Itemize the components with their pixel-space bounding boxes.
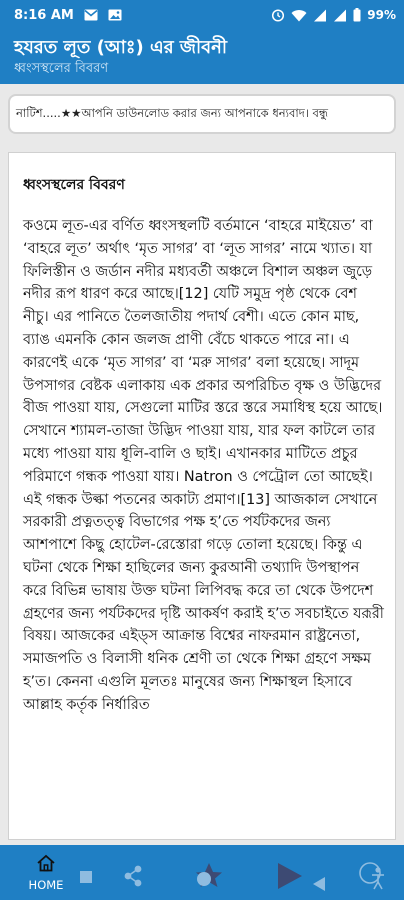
gmail-notification-icon — [84, 9, 98, 21]
photo-notification-icon — [108, 9, 122, 21]
alarm-icon — [271, 8, 285, 22]
home-circle-icon[interactable] — [197, 872, 211, 886]
status-bar — [0, 0, 404, 30]
battery-percent: 99% — [367, 8, 396, 22]
article-card[interactable] — [8, 152, 396, 840]
back-icon[interactable] — [313, 877, 325, 891]
wifi-icon — [291, 9, 307, 22]
home-label: HOME — [28, 878, 64, 892]
article-body: কওমে লূত-এর বর্ণিত ধ্বংসস্থলটি বর্তমানে ‘বাহরে মাইয়েত’ বা ‘বাহরে লূত’ অর্থাৎ ‘মৃত সাগর’ বা ‘লূত সাগর’ নামে খ্যাত। যা ফিলিস্তীন ও জর্ডান নদীর মধ্যবর্তী অঞ্চলে বিশাল অঞ্চল জুড়ে নদীর রূপ ধারণ করে আছে।[12] যেটি সমুদ্র পৃষ্ঠ থেকে বেশ নীচু। এর পানিতে তৈলজাতীয় পদার্থ বেশী। এতে কোন মাছ, ব্যাঙ এমনকি কোন জলজ প্রাণী বেঁচে থাকতে পারে না। এ কারণেই একে ‘মৃত সাগর’ বা ‘মরু সাগর’ বলা হয়েছে। সাদূম উপসাগর বেষ্টক এলাকায় এক প্রকার অপরিচিত বৃক্ষ ও উদ্ভিদের বীজ পাওয়া যায়, সেগুলো মাটির স্তরে স্তরে সমাধিস্থ হয়ে আছে। সেখানে শ্যামল-তাজা উদ্ভিদ পাওয়া যায়, যার ফল কাটলে তার মধ্যে পাওয়া যায় ধূলি-বালি ও ছাই। এখানকার মাটিতে প্রচুর পরিমাণে গন্ধক পাওয়া যায়। Natron ও পেট্রোল তো আছেই। এই গন্ধক উল্কা পতনের অকাট্য প্রমাণ।[13] আজকাল সেখানে সরকারী প্রত্নতত্ত্ব বিভাগের পক্ষ হ’তে পর্যটকদের জন্য আশপাশে কিছু হোটেল-রেস্তোরা গড়ে তোলা হয়েছে। কিন্তু এ ঘটনা থেকে শিক্ষা হাছিলের জন্য কুরআনী তথ্যাদি উপস্থাপন করে বিভিন্ন ভাষায় উক্ত ঘটনা লিপিবদ্ধ করে তা থেকে উপদেশ গ্রহণের জন্য পর্যটকদের দৃষ্টি আকর্ষণ করাই হ’ত সবচাইতে যরূরী বিষয়। আজকের এইড্স আক্রান্ত বিশ্বের নাফরমান রাষ্ট্রনেতা, সমাজপতি ও বিলাসী ধনিক শ্রেণী তা থেকে শিক্ষা গ্রহণে সক্ষম হ’ত। কেননা এগুলি মূলতঃ মানুষের জন্য শিক্ষাস্থল হিসাবে আল্লাহ কর্তৃক নির্ধারিত — [23, 218, 384, 713]
bottom-navigation-bar — [0, 845, 404, 900]
article-heading: ধ্বংসস্থলের বিবরণ — [23, 177, 125, 193]
home-button[interactable] — [24, 851, 68, 895]
recent-apps-icon[interactable] — [80, 871, 92, 883]
rate-star-icon[interactable] — [196, 863, 222, 887]
battery-icon — [353, 8, 361, 22]
home-icon — [36, 854, 56, 876]
app-bar — [0, 30, 404, 84]
share-icon[interactable] — [125, 866, 140, 885]
app-subtitle: ধ্বংসস্থলের বিবরণ — [14, 61, 109, 76]
accessibility-icon[interactable] — [360, 863, 384, 889]
app-title: হযরত লূত (আঃ) এর জীবনী — [14, 37, 228, 58]
status-time: 8:16 AM — [14, 7, 74, 23]
play-icon[interactable] — [278, 863, 302, 889]
cellular-signal-icon — [313, 9, 327, 22]
notice-text: নাটিশ.....★★আপনি ডাউনলোড করার জন্য আপনাকে ধন্যবাদ। বন্ধু — [16, 105, 329, 120]
notice-marquee — [8, 94, 396, 134]
cellular-signal-icon-2 — [333, 9, 347, 22]
